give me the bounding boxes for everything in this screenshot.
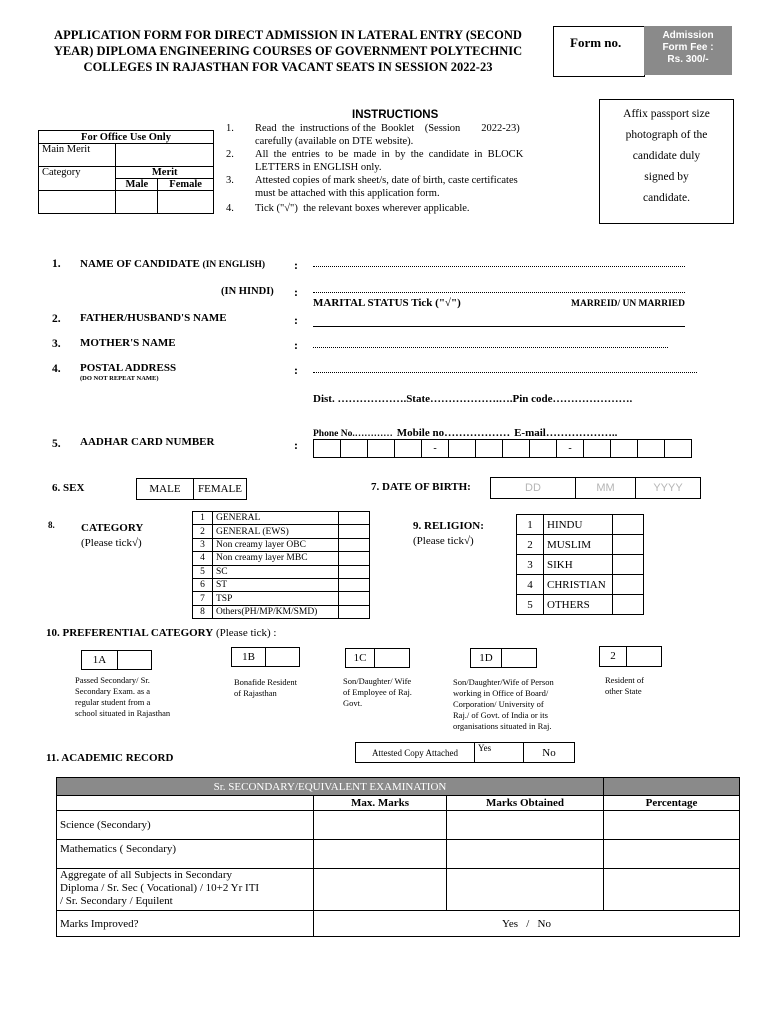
- category-tick-box[interactable]: [339, 525, 370, 538]
- mother-name-input[interactable]: [313, 347, 668, 348]
- instruction-num: 2.: [226, 149, 234, 160]
- category-num-cell: 5: [193, 565, 213, 578]
- pref-desc-line: organisations situated in Raj.: [453, 721, 552, 731]
- pref-1c-label: 1C: [345, 648, 375, 668]
- preferential-title: 10. PREFERENTIAL CATEGORY: [46, 627, 214, 639]
- category-num: 8.: [48, 520, 55, 530]
- pref-1d-desc: [453, 677, 554, 732]
- instruction-text: must be attached with this application form.: [255, 188, 440, 199]
- religion-tick-box[interactable]: [613, 535, 644, 555]
- phone-label: Phone No.…………: [313, 429, 393, 439]
- in-hindi-label: (IN HINDI): [221, 286, 274, 297]
- attested-no-option[interactable]: No: [524, 743, 575, 763]
- pref-desc-line: regular student from a: [75, 697, 151, 707]
- pref-2-label: 2: [599, 646, 627, 667]
- instruction-text: Attested copies of mark sheet/s, date of birth, caste certificates: [255, 175, 518, 186]
- fee-box: [644, 26, 732, 75]
- preferential-heading: [46, 627, 276, 639]
- main-merit-cell[interactable]: [116, 144, 214, 167]
- pref-desc-line: Secondary Exam. as a: [75, 686, 151, 696]
- sex-male-option[interactable]: MALE: [137, 479, 194, 500]
- photo-line-4: signed by: [644, 171, 689, 183]
- instructions-list: [226, 122, 566, 215]
- category-sub: (Please tick√): [81, 537, 142, 549]
- field-2-label: FATHER/HUSBAND'S NAME: [80, 312, 227, 324]
- marital-options[interactable]: MARREID/ UN MARRIED: [571, 299, 685, 309]
- instruction-text: Tick ("√") the relevant boxes wherever applicable.: [255, 203, 470, 214]
- religion-title: 9. RELIGION:: [413, 520, 484, 532]
- instruction-num: 1.: [226, 123, 234, 134]
- category-cell[interactable]: [39, 191, 116, 214]
- pref-2-desc: [605, 675, 644, 697]
- category-table: [192, 511, 370, 619]
- category-num-cell: 6: [193, 578, 213, 591]
- male-label: Male: [116, 179, 158, 191]
- category-option-label: GENERAL: [213, 512, 339, 525]
- instruction-item: [226, 202, 566, 215]
- marks-obtained-cell[interactable]: [447, 811, 604, 840]
- sex-label: 6. SEX: [52, 482, 85, 494]
- religion-option-label: HINDU: [544, 515, 613, 535]
- religion-table: [516, 514, 644, 615]
- field-1-num: 1.: [52, 258, 61, 270]
- photo-line-5: candidate.: [643, 192, 690, 204]
- instruction-num: 3.: [226, 175, 234, 186]
- category-option-label: SC: [213, 565, 339, 578]
- religion-tick-box[interactable]: [613, 575, 644, 595]
- photo-line-3: candidate duly: [632, 150, 701, 162]
- form-title: [38, 27, 538, 75]
- aadhar-separator: -: [557, 440, 584, 458]
- colon: :: [294, 338, 298, 352]
- religion-sub: (Please tick√): [413, 535, 474, 547]
- colon: :: [294, 363, 298, 377]
- dob-label: 7. DATE OF BIRTH:: [371, 481, 471, 493]
- photo-line-2: photograph of the: [625, 129, 708, 141]
- main-merit-label: Main Merit: [39, 144, 116, 167]
- fee-line-3: Rs. 300/-: [667, 54, 709, 65]
- academic-row-line: Diploma / Sr. Sec ( Vocational) / 10+2 Yr ITI: [60, 882, 260, 894]
- office-use-title: For Office Use Only: [39, 131, 214, 144]
- photo-line-1: Affix passport size: [623, 108, 710, 120]
- instruction-item: [226, 122, 566, 148]
- pref-desc-line: Bonafide Resident: [234, 677, 298, 687]
- instruction-text: LETTERS in ENGLISH only.: [255, 162, 382, 173]
- pref-1d-label: 1D: [470, 648, 502, 668]
- religion-option-label: SIKH: [544, 555, 613, 575]
- percentage-cell[interactable]: [604, 840, 740, 869]
- pref-desc-line: school situated in Rajasthan: [75, 708, 171, 718]
- name-hindi-input[interactable]: [313, 292, 685, 293]
- postal-address-input[interactable]: [313, 372, 697, 373]
- form-no-label: Form no.: [570, 35, 622, 50]
- religion-num-cell: 5: [517, 595, 544, 615]
- pref-1c-tick-box[interactable]: [374, 648, 410, 668]
- category-option-label: Non creamy layer OBC: [213, 538, 339, 551]
- pref-1a-label: 1A: [81, 650, 118, 670]
- category-num-cell: 3: [193, 538, 213, 551]
- field-5-num: 5.: [52, 438, 61, 450]
- pref-2-tick-box[interactable]: [626, 646, 662, 667]
- religion-tick-box[interactable]: [613, 595, 644, 615]
- dob-year-input[interactable]: YYYY: [636, 478, 701, 499]
- aadhar-digit[interactable]: [611, 440, 638, 458]
- pref-desc-line: Corporation/ University of: [453, 699, 544, 709]
- category-num-cell: 2: [193, 525, 213, 538]
- pref-desc-line: of Rajasthan: [234, 688, 277, 698]
- marital-status-label: MARITAL STATUS Tick ("√"): [313, 297, 461, 309]
- pref-desc-line: Resident of: [605, 675, 644, 685]
- dob-day-input[interactable]: DD: [491, 478, 576, 499]
- academic-record-label: 11. ACADEMIC RECORD: [46, 752, 174, 764]
- title-line-2: YEAR) DIPLOMA ENGINEERING COURSES OF GOVERNMENT POLYTECHNIC: [53, 44, 523, 58]
- mobile-label: Mobile no………………: [396, 427, 511, 439]
- max-marks-cell[interactable]: [314, 811, 447, 840]
- photo-box[interactable]: [599, 99, 734, 224]
- religion-num-cell: 2: [517, 535, 544, 555]
- aadhar-digit[interactable]: [530, 440, 557, 458]
- office-use-table: [38, 130, 214, 214]
- category-num-cell: 1: [193, 512, 213, 525]
- category-option-label: ST: [213, 578, 339, 591]
- max-marks-cell[interactable]: [314, 840, 447, 869]
- pref-desc-line: other State: [605, 686, 642, 696]
- colon: :: [294, 438, 298, 452]
- category-title: CATEGORY: [81, 522, 144, 534]
- merit-male-cell[interactable]: [116, 191, 158, 214]
- percentage-cell[interactable]: [604, 811, 740, 840]
- marks-obtained-cell[interactable]: [447, 869, 604, 911]
- religion-tick-box[interactable]: [613, 515, 644, 535]
- instruction-text: All the entries to be made in by the candidate in BLOCK: [255, 149, 524, 160]
- merit-label: Merit: [116, 167, 214, 179]
- field-1-label: [80, 258, 265, 270]
- field-4-label: POSTAL ADDRESS: [80, 362, 177, 374]
- instruction-item: [226, 174, 566, 200]
- field-3-label: MOTHER'S NAME: [80, 337, 176, 349]
- pref-1d-tick-box[interactable]: [501, 648, 537, 668]
- aadhar-digit[interactable]: [638, 440, 665, 458]
- attested-copy-label: Attested Copy Attached: [356, 743, 475, 763]
- aadhar-digit[interactable]: [665, 440, 692, 458]
- academic-table-title-filler: [604, 778, 740, 796]
- pref-desc-line: working in Office of Board/: [453, 688, 549, 698]
- category-num-cell: 4: [193, 552, 213, 565]
- academic-table-title: Sr. SECONDARY/EQUIVALENT EXAMINATION: [57, 778, 604, 796]
- female-label: Female: [158, 179, 214, 191]
- category-tick-box[interactable]: [339, 592, 370, 605]
- dob-month-input[interactable]: MM: [576, 478, 636, 499]
- academic-row-line: / Sr. Secondary / Equilent: [60, 895, 173, 907]
- academic-table: [56, 777, 740, 937]
- aadhar-digit[interactable]: [503, 440, 530, 458]
- pref-1a-tick-box[interactable]: [117, 650, 152, 670]
- dob-inputs: [490, 477, 701, 499]
- category-tick-box[interactable]: [339, 565, 370, 578]
- aadhar-input-boxes[interactable]: [313, 439, 692, 458]
- religion-option-label: MUSLIM: [544, 535, 613, 555]
- pref-1b-label: 1B: [231, 647, 266, 667]
- colon: :: [294, 258, 298, 272]
- instructions-title: INSTRUCTIONS: [352, 109, 439, 121]
- attested-copy-box: [355, 742, 575, 763]
- max-marks-header: Max. Marks: [314, 796, 447, 811]
- aadhar-digit[interactable]: [395, 440, 422, 458]
- merit-female-cell[interactable]: [158, 191, 214, 214]
- category-tick-box[interactable]: [339, 605, 370, 618]
- religion-num-cell: 3: [517, 555, 544, 575]
- instruction-item: [226, 148, 566, 174]
- category-option-label: TSP: [213, 592, 339, 605]
- pref-desc-line: Passed Secondary/ Sr.: [75, 675, 150, 685]
- pref-desc-line: Son/Daughter/Wife of Person: [453, 677, 554, 687]
- field-4-sub: (DO NOT REPEAT NAME): [80, 375, 159, 382]
- academic-row-label: Mathematics ( Secondary): [57, 840, 314, 869]
- sex-female-option[interactable]: FEMALE: [194, 479, 247, 500]
- religion-num-cell: 4: [517, 575, 544, 595]
- in-english-label: (IN ENGLISH): [202, 260, 266, 270]
- marks-improved-options[interactable]: Yes / No: [314, 911, 740, 937]
- aadhar-digit[interactable]: [449, 440, 476, 458]
- candidate-name-label: NAME OF CANDIDATE: [80, 258, 200, 270]
- sex-options: [136, 478, 247, 500]
- marks-obtained-header: Marks Obtained: [447, 796, 604, 811]
- academic-row-line: Aggregate of all Subjects in Secondary: [60, 869, 232, 881]
- preferential-sub: (Please tick) :: [215, 627, 277, 639]
- max-marks-cell[interactable]: [314, 869, 447, 911]
- pref-desc-line: Son/Daughter/ Wife: [343, 676, 412, 686]
- religion-num-cell: 1: [517, 515, 544, 535]
- form-no-box: [553, 26, 645, 77]
- aadhar-digit[interactable]: [584, 440, 611, 458]
- religion-option-label: OTHERS: [544, 595, 613, 615]
- dist-state-pin-line[interactable]: Dist. ……………….State……………….….Pin code………………….: [313, 393, 633, 405]
- academic-row-label: [57, 869, 314, 911]
- religion-option-label: CHRISTIAN: [544, 575, 613, 595]
- religion-tick-box[interactable]: [613, 555, 644, 575]
- field-3-num: 3.: [52, 338, 61, 350]
- pref-desc-line: Govt.: [343, 698, 363, 708]
- aadhar-digit[interactable]: [314, 440, 341, 458]
- colon: :: [294, 313, 298, 327]
- field-4-num: 4.: [52, 363, 61, 375]
- academic-header-blank: [57, 796, 314, 811]
- category-option-label: Non creamy layer MBC: [213, 552, 339, 565]
- pref-1c-desc: [343, 676, 412, 709]
- category-num-cell: 7: [193, 592, 213, 605]
- instruction-num: 4.: [226, 203, 234, 214]
- category-tick-box[interactable]: [339, 538, 370, 551]
- title-line-3: COLLEGES IN RAJASTHAN FOR VACANT SEATS IN SESSION 2022-23: [83, 60, 493, 74]
- percentage-header: Percentage: [604, 796, 740, 811]
- fee-line-1: Admission: [662, 30, 714, 41]
- academic-row-label: Science (Secondary): [57, 811, 314, 840]
- category-option-label: GENERAL (EWS): [213, 525, 339, 538]
- attested-yes-option[interactable]: Yes: [475, 743, 524, 763]
- marks-improved-label: Marks Improved?: [57, 911, 314, 937]
- instruction-text: Read the instructions of the Booklet (Session 2022-23): [255, 123, 520, 134]
- category-label: Category: [39, 167, 116, 191]
- pref-1a-desc: [75, 675, 170, 719]
- category-num-cell: 8: [193, 605, 213, 618]
- category-tick-box[interactable]: [339, 512, 370, 525]
- fee-line-2: Form Fee :: [662, 42, 714, 53]
- aadhar-digit[interactable]: [341, 440, 368, 458]
- pref-1b-desc: [234, 677, 297, 699]
- aadhar-digit[interactable]: [368, 440, 395, 458]
- pref-desc-line: of Employee of Raj.: [343, 687, 412, 697]
- colon: :: [294, 285, 298, 299]
- name-english-input[interactable]: [313, 266, 685, 267]
- category-tick-box[interactable]: [339, 578, 370, 591]
- field-2-num: 2.: [52, 313, 61, 325]
- aadhar-digit[interactable]: [476, 440, 503, 458]
- marks-obtained-cell[interactable]: [447, 840, 604, 869]
- title-line-1: APPLICATION FORM FOR DIRECT ADMISSION IN LATERAL ENTRY (SECOND: [54, 28, 522, 42]
- category-option-label: Others(PH/MP/KM/SMD): [213, 605, 339, 618]
- father-name-input[interactable]: [313, 326, 685, 327]
- pref-1b-tick-box[interactable]: [265, 647, 300, 667]
- percentage-cell[interactable]: [604, 869, 740, 911]
- email-label: E-mail………………..: [514, 427, 618, 439]
- instruction-text: carefully (available on DTE website).: [255, 136, 414, 147]
- aadhar-separator: -: [422, 440, 449, 458]
- field-5-label: AADHAR CARD NUMBER: [80, 436, 215, 448]
- pref-desc-line: Raj./ of Govt. of India or its: [453, 710, 548, 720]
- category-tick-box[interactable]: [339, 552, 370, 565]
